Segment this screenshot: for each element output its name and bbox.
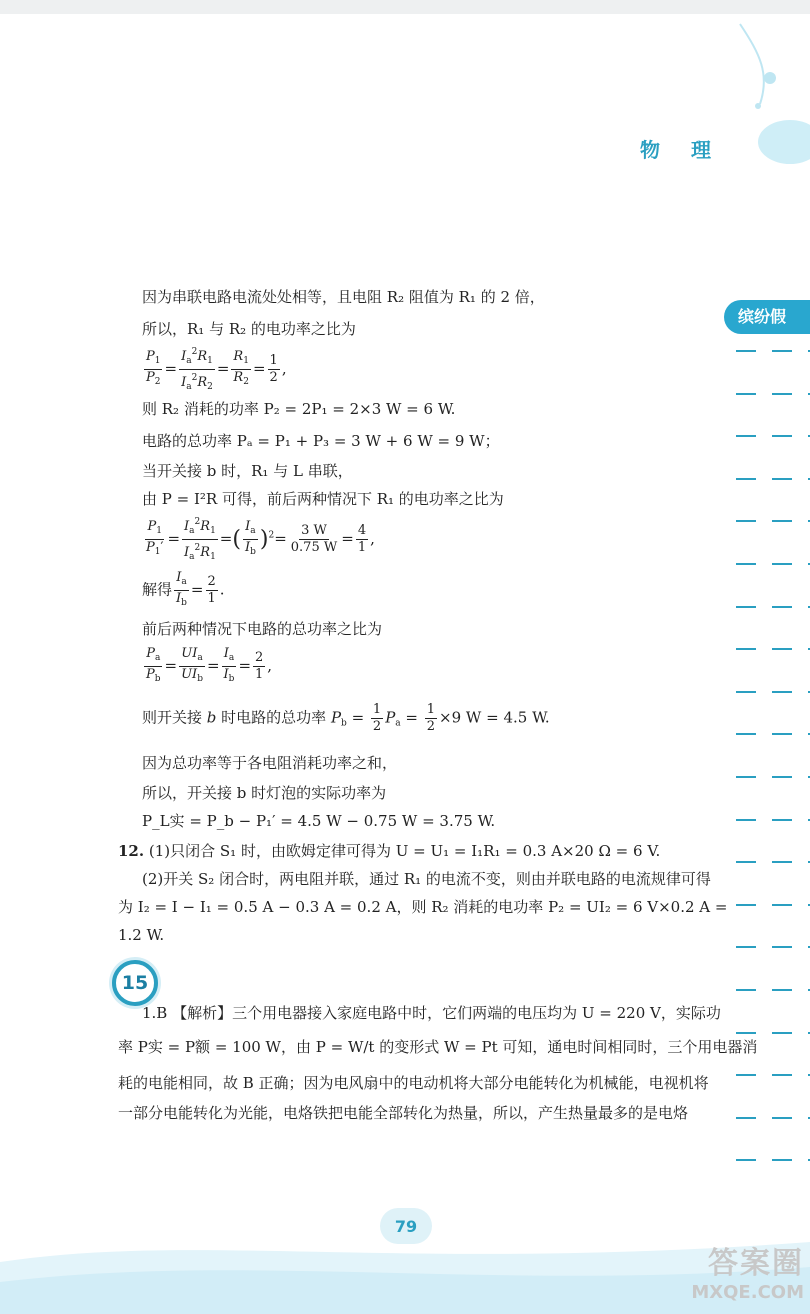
watermark-text: 答案圈 xyxy=(708,1246,804,1281)
side-tab-label: 缤纷假 xyxy=(724,300,810,334)
formula-total-power-ratio: $\frac{P_a}{P_b}$ = $\frac{UI_a}{UI_b}$ = $\frac{I_a}{I_b}$ = $\frac{2}{1}$ , xyxy=(146,646,273,684)
text-line: 由 P = I²R 可得，前后两种情况下 R₁ 的电功率之比为 xyxy=(142,490,504,508)
section-number-badge xyxy=(112,960,158,1006)
text-line: 则 R₂ 消耗的功率 P₂ = 2P₁ = 2×3 W = 6 W. xyxy=(142,400,456,418)
text-line: 因为串联电路电流处处相等，且电阻 R₂ 阻值为 R₁ 的 2 倍， xyxy=(142,288,545,306)
text-line: 因为总功率等于各电阻消耗功率之和， xyxy=(142,754,398,772)
watermark-url: MXQE.COM xyxy=(691,1282,804,1303)
text-line: 前后两种情况下电路的总功率之比为 xyxy=(142,620,383,638)
q12-part-1-text: (1)只闭合 S₁ 时，由欧姆定律可得为 U = U₁ = I₁R₁ = 0.3 A×20 Ω = 6 V. xyxy=(148,842,661,860)
question-1-line-2: 率 P实 = P额 = 100 W，由 P = W/t 的变形式 W = Pt 可知，通电时间相同时，三个用电器消 xyxy=(118,1038,758,1056)
question-12-part-1: 12. (1)只闭合 S₁ 时，由欧姆定律可得为 U = U₁ = I₁R₁ = 0.3 A×20 Ω = 6 V. xyxy=(118,842,661,860)
text-line: (2)开关 S₂ 闭合时，两电阻并联，通过 R₁ 的电流不变，则由并联电路的电流规律可得 xyxy=(142,870,711,888)
watermark-logo xyxy=(660,1238,810,1314)
text-line: 所以，开关接 b 时灯泡的实际功率为 xyxy=(142,784,387,802)
top-band xyxy=(0,0,810,14)
question-1-line-4: 一部分电能转化为光能，电烙铁把电能全部转化为热量，所以，产生热量最多的是电烙 xyxy=(118,1104,689,1122)
page-number: 79 xyxy=(380,1208,432,1244)
answer-lines xyxy=(736,344,810,1196)
question-1-line-1: 1.B 【解析】三个用电器接入家庭电路中时，它们两端的电压均为 U = 220 V，实际功 xyxy=(142,1004,721,1022)
section-number: 15 xyxy=(121,972,149,994)
text-line: 为 I₂ = I − I₁ = 0.5 A − 0.3 A = 0.2 A，则 R₂ 消耗的电功率 P₂ = UI₂ = 6 V×0.2 A = xyxy=(118,898,728,916)
text-line: 1.2 W. xyxy=(118,926,165,944)
text-line: P_L实 = P_b − P₁′ = 4.5 W − 0.75 W = 3.75 W. xyxy=(142,812,496,830)
formula-current-ratio: 解得 $\frac{I_a}{I_b}$ = $\frac{2}{1}$ . xyxy=(142,570,225,608)
text-line: 所以，R₁ 与 R₂ 的电功率之比为 xyxy=(142,320,356,338)
text-line: 电路的总功率 Pₐ = P₁ + P₃ = 3 W + 6 W = 9 W； xyxy=(142,432,500,450)
formula-power-ratio-r1: $\frac{P_1}{P_1'}$ = $\frac{I_a^2R_1}{I_a^2R_1}$ =( $\frac{I_a}{I_b}$ )$^2$= $\frac{3 W}{0.75 W}$ = $\frac{4}{1}$ , xyxy=(142,514,375,565)
text-line: 当开关接 b 时，R₁ 与 L 串联， xyxy=(142,462,353,480)
question-1-line-3: 耗的电能相同，故 B 正确；因为电风扇中的电动机将大部分电能转化为机械能，电视机将 xyxy=(118,1074,709,1092)
subject-title: 物 理 xyxy=(640,138,723,162)
formula-power-ratio-series: $\frac{P_1}{P_2}$ = $\frac{I_a^2R_1}{I_a^2R_2}$ = $\frac{R_1}{R_2}$ = $\frac{1}{2}$ , xyxy=(142,344,287,395)
formula-total-power-b: 则开关接 b 时电路的总功率 $P_b$ = $\frac{1}{2}$ $P_a$ = $\frac{1}{2}$ ×9 W = 4.5 W. xyxy=(142,702,550,734)
